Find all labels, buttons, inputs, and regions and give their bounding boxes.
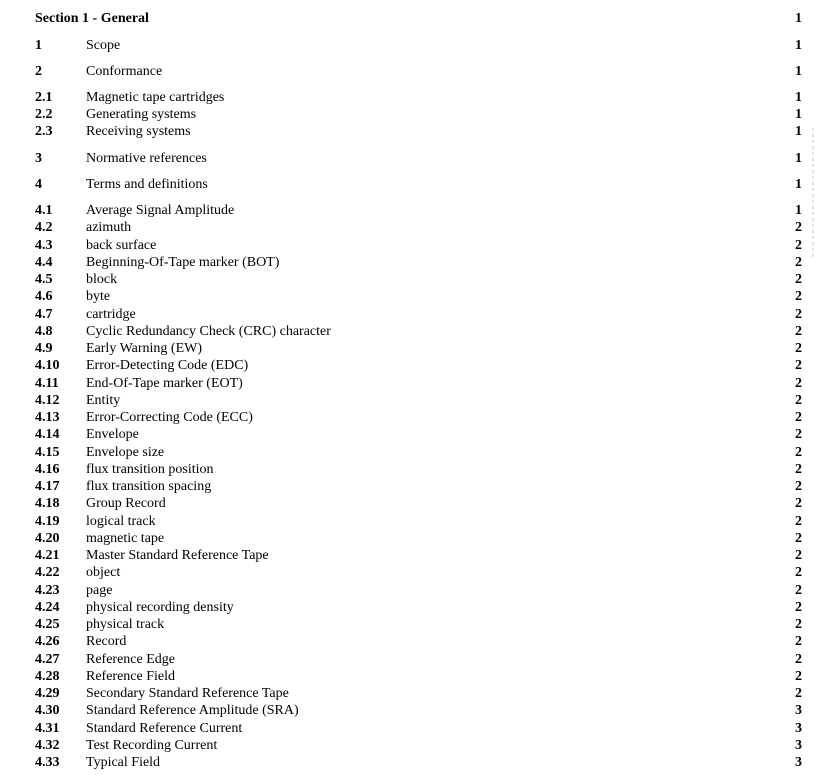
toc-entry[interactable] (35, 271, 802, 288)
toc-entry-title: Terms and definitions (86, 177, 208, 192)
toc-entry-number: 2.2 (35, 107, 53, 122)
toc-entry-number: 1 (35, 38, 42, 53)
toc-entry-title: Normative references (86, 151, 207, 166)
toc-entry-title: Scope (86, 38, 121, 53)
toc-entry-page-number: 2 (795, 272, 802, 287)
toc-entry-number: 4.1 (35, 203, 53, 218)
section-title: Section 1 - General (35, 11, 149, 26)
toc-entry-title: physical recording density (86, 599, 234, 615)
toc-entry-number: 4.19 (35, 513, 60, 529)
toc-entry[interactable] (35, 720, 802, 737)
toc-entry-title: Record (86, 634, 127, 650)
toc-entry[interactable] (35, 633, 802, 650)
toc-entry-page-number: 2 (795, 651, 802, 667)
toc-entry[interactable] (35, 123, 802, 140)
toc-entry-title: Reference Edge (86, 651, 175, 667)
toc-entry-title: Generating systems (86, 107, 197, 122)
toc-entry[interactable] (35, 323, 802, 340)
toc-entry-page-number: 2 (795, 427, 802, 443)
toc-entry-page-number: 1 (795, 203, 802, 218)
toc-entry[interactable] (35, 237, 802, 254)
toc-entry-page-number: 2 (795, 220, 802, 236)
toc-entry[interactable] (35, 426, 802, 443)
toc-entry[interactable] (35, 219, 802, 236)
toc-entry[interactable] (35, 461, 802, 478)
toc-entry-title: Typical Field (86, 755, 161, 770)
toc-entry-number: 4.2 (35, 220, 53, 236)
toc-entry-title: logical track (86, 513, 156, 529)
toc-entry-page-number: 2 (795, 686, 802, 701)
toc-entry-number: 4.6 (35, 289, 53, 305)
toc-entry[interactable] (35, 564, 802, 581)
toc-entry-title: Reference Field (86, 668, 176, 684)
toc-entry-page-number: 3 (795, 720, 802, 736)
toc-entry-number: 2.3 (35, 124, 53, 139)
toc-entry-page-number: 2 (795, 496, 802, 512)
toc-entry-title: Error-Correcting Code (ECC) (86, 410, 253, 425)
toc-entry[interactable] (35, 685, 802, 702)
toc-entry-page-number: 2 (795, 617, 802, 632)
toc-entry-title: back surface (86, 237, 157, 253)
toc-entry-title: Group Record (86, 496, 166, 512)
toc-entry-page-number: 1 (795, 90, 802, 105)
toc-entry-title: block (86, 272, 118, 287)
toc-entry-page-number: 1 (795, 64, 802, 79)
toc-entry-page-number: 1 (795, 107, 802, 122)
section-page-number: 1 (795, 11, 802, 26)
toc-entry[interactable] (35, 616, 802, 633)
toc-entry-number: 4.31 (35, 720, 60, 736)
toc-entry-title: Entity (86, 392, 121, 408)
toc-entry-page-number: 2 (795, 599, 802, 615)
toc-entry[interactable] (35, 176, 802, 193)
toc-entry[interactable] (35, 668, 802, 685)
toc-entry-number: 4.9 (35, 341, 53, 356)
toc-entry[interactable] (35, 202, 802, 219)
toc-entry-title: physical track (86, 617, 165, 632)
toc-entry[interactable] (35, 375, 802, 392)
toc-entry-page-number: 1 (795, 151, 802, 166)
toc-entry-page-number: 2 (795, 479, 802, 494)
toc-entry-page-number: 2 (795, 461, 802, 477)
toc-entry-number: 4.25 (35, 617, 60, 632)
toc-entry-title: Test Recording Current (86, 737, 218, 753)
toc-entry[interactable] (35, 37, 802, 54)
toc-entry-title: Envelope (86, 427, 139, 443)
toc-entry-title: Beginning-Of-Tape marker (BOT) (86, 254, 280, 270)
toc-entry-page-number: 2 (795, 289, 802, 305)
toc-entry-number: 4.15 (35, 444, 60, 460)
toc-entry-page-number: 2 (795, 530, 802, 546)
toc-entry-page-number: 2 (795, 634, 802, 650)
toc-entry-page-number: 2 (795, 254, 802, 270)
toc-entry-page-number: 2 (795, 341, 802, 356)
toc-entry-number: 4.17 (35, 479, 60, 494)
toc-entry-page-number: 2 (795, 668, 802, 684)
toc-entry-page-number: 3 (795, 703, 802, 719)
toc-entry-page-number: 2 (795, 392, 802, 408)
toc-entry[interactable] (35, 702, 802, 719)
toc-entry-title: Conformance (86, 64, 163, 79)
toc-entry-number: 4.14 (35, 427, 60, 443)
toc-entry-title: Master Standard Reference Tape (86, 548, 269, 563)
toc-entry-number: 4.30 (35, 703, 60, 719)
toc-entry-page-number: 1 (795, 124, 802, 139)
toc-entry[interactable] (35, 530, 802, 547)
toc-entry-page-number: 2 (795, 548, 802, 563)
toc-entry[interactable] (35, 288, 802, 305)
toc-entry-title: Envelope size (86, 444, 165, 460)
toc-entry-number: 4.24 (35, 599, 60, 615)
toc-entry-page-number: 2 (795, 306, 802, 322)
toc-entry-page-number: 2 (795, 444, 802, 460)
toc-entry-title: page (86, 582, 113, 598)
toc-entry-number: 4 (35, 177, 42, 192)
toc-entry[interactable] (35, 63, 802, 80)
toc-entry[interactable] (35, 495, 802, 512)
toc-entry-page-number: 1 (795, 38, 802, 53)
toc-entry-title: Early Warning (EW) (86, 341, 203, 356)
toc-entry-title: object (86, 565, 121, 581)
toc-entry[interactable] (35, 89, 802, 106)
toc-entry[interactable] (35, 513, 802, 530)
toc-entry-title: End-Of-Tape marker (EOT) (86, 375, 243, 391)
toc-entry[interactable] (35, 357, 802, 374)
toc-entry-number: 4.4 (35, 254, 53, 270)
toc-entry[interactable] (35, 754, 802, 771)
toc-entry-number: 4.27 (35, 651, 60, 667)
toc-entry-number: 4.8 (35, 323, 53, 339)
toc-entry-title: Magnetic tape cartridges (86, 90, 225, 105)
toc-entry-page-number: 2 (795, 410, 802, 425)
toc-entry-number: 4.21 (35, 548, 60, 563)
toc-entry-title: magnetic tape (86, 530, 165, 546)
toc-entry-number: 4.13 (35, 410, 60, 425)
toc-entry[interactable] (35, 306, 802, 323)
toc-entry-page-number: 3 (795, 755, 802, 770)
toc-entry-number: 4.29 (35, 686, 60, 701)
toc-entry-page-number: 2 (795, 565, 802, 581)
toc-entry-number: 4.20 (35, 530, 60, 546)
toc-entry[interactable] (35, 599, 802, 616)
toc-entry-number: 2 (35, 64, 42, 79)
toc-entry-number: 4.18 (35, 496, 60, 512)
toc-entry[interactable] (35, 392, 802, 409)
toc-entry-number: 4.32 (35, 737, 60, 753)
toc-entry-number: 4.33 (35, 755, 60, 770)
toc-entry[interactable] (35, 651, 802, 668)
toc-entry[interactable] (35, 150, 802, 167)
toc-entry-number: 4.28 (35, 668, 60, 684)
toc-entry-page-number: 2 (795, 513, 802, 529)
toc-entry-number: 3 (35, 151, 42, 166)
toc-entry-title: Receiving systems (86, 124, 191, 139)
toc-entry-title: Standard Reference Amplitude (SRA) (86, 703, 299, 719)
toc-entry-title: flux transition spacing (86, 479, 212, 494)
toc-entry-title: flux transition position (86, 461, 214, 477)
toc-entry[interactable] (35, 254, 802, 271)
toc-entry[interactable] (35, 340, 802, 357)
toc-entry-title: Error-Detecting Code (EDC) (86, 358, 249, 374)
toc-entry-number: 4.7 (35, 306, 53, 322)
toc-entry-number: 4.26 (35, 634, 60, 650)
toc-entry-number: 4.10 (35, 358, 60, 374)
margin-watermark (812, 128, 814, 258)
toc-entry-number: 4.3 (35, 237, 53, 253)
toc-section-heading[interactable] (35, 10, 802, 27)
toc-entry-page-number: 1 (795, 177, 802, 192)
toc-entry[interactable] (35, 444, 802, 461)
toc-entry[interactable] (35, 737, 802, 754)
toc-entry-number: 4.12 (35, 392, 60, 408)
toc-entry[interactable] (35, 409, 802, 426)
toc-entry[interactable] (35, 106, 802, 123)
toc-entry-page-number: 2 (795, 358, 802, 374)
toc-entry-page-number: 2 (795, 323, 802, 339)
toc-entry-page-number: 3 (795, 737, 802, 753)
toc-entry-title: byte (86, 289, 111, 305)
toc-entry-title: Cyclic Redundancy Check (CRC) character (86, 323, 331, 339)
toc-entry-title: Average Signal Amplitude (86, 203, 235, 218)
toc-entry-page-number: 2 (795, 237, 802, 253)
toc-entry-number: 2.1 (35, 90, 53, 105)
toc-entry[interactable] (35, 547, 802, 564)
toc-entry-number: 4.23 (35, 582, 60, 598)
toc-entry-title: Secondary Standard Reference Tape (86, 686, 289, 701)
toc-entry-number: 4.11 (35, 375, 59, 391)
toc-entry-number: 4.5 (35, 272, 53, 287)
toc-entry-page-number: 2 (795, 582, 802, 598)
toc-entry-number: 4.16 (35, 461, 60, 477)
toc-entry-page-number: 2 (795, 375, 802, 391)
toc-entry-number: 4.22 (35, 565, 60, 581)
toc-entry-title: Standard Reference Current (86, 720, 243, 736)
toc-entry-title: cartridge (86, 306, 136, 322)
toc-entry[interactable] (35, 478, 802, 495)
toc-entry[interactable] (35, 582, 802, 599)
toc-entry-title: azimuth (86, 220, 132, 236)
